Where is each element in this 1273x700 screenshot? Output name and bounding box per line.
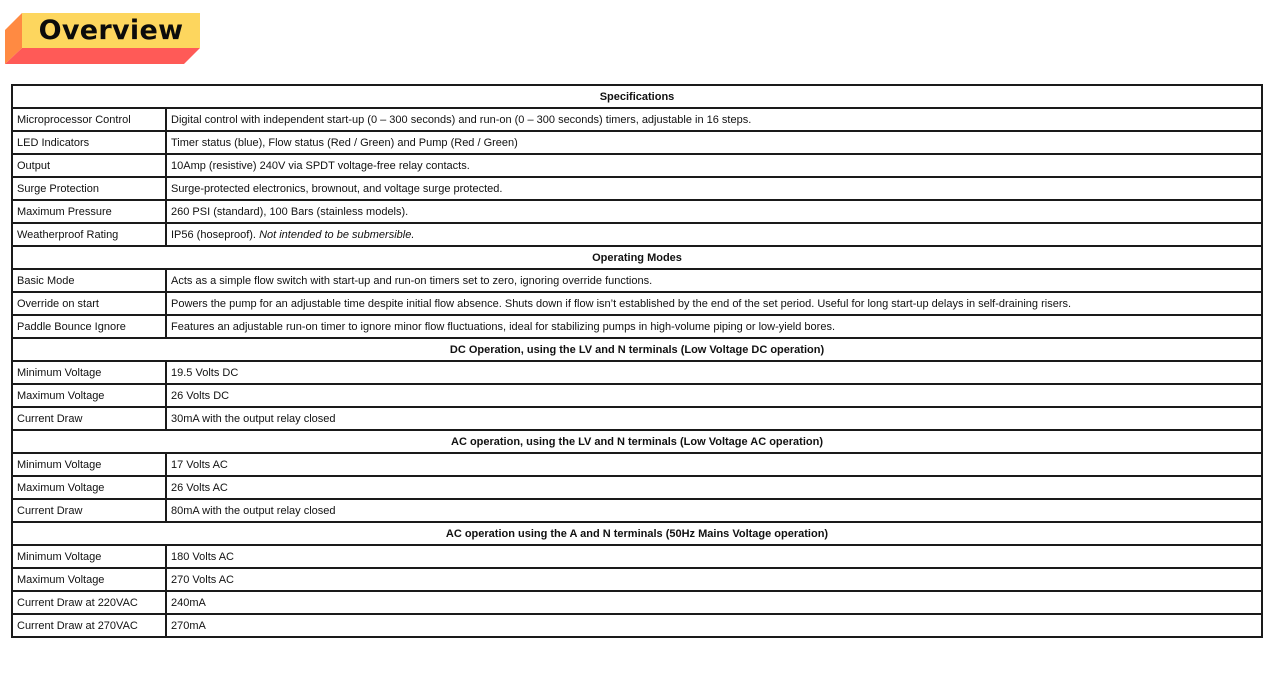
- row-value: [166, 614, 1262, 637]
- row-value: [166, 315, 1262, 338]
- row-value: [166, 384, 1262, 407]
- table-row: [12, 614, 1262, 637]
- row-label: Maximum Voltage: [12, 384, 166, 407]
- row-value-text: 26 Volts AC: [171, 481, 228, 494]
- row-value-text: IP56 (hoseproof).: [171, 228, 260, 241]
- row-label: Current Draw at 220VAC: [12, 591, 166, 614]
- specifications-table: [11, 84, 1263, 638]
- row-value-note: Not intended to be submersible.: [259, 228, 415, 241]
- section-heading: Operating Modes: [12, 246, 1262, 269]
- row-value-text: 19.5 Volts DC: [171, 366, 239, 379]
- table-row: [12, 108, 1262, 131]
- row-label: Minimum Voltage: [12, 453, 166, 476]
- table-row: [12, 545, 1262, 568]
- section-heading: Specifications: [12, 85, 1262, 108]
- row-value: [166, 269, 1262, 292]
- row-label: Surge Protection: [12, 177, 166, 200]
- table-row: [12, 315, 1262, 338]
- row-value-text: 270mA: [171, 619, 206, 632]
- row-value: [166, 154, 1262, 177]
- section-header-row: [12, 522, 1262, 545]
- row-value: [166, 108, 1262, 131]
- row-label: Maximum Voltage: [12, 568, 166, 591]
- table-row: [12, 407, 1262, 430]
- row-label: Minimum Voltage: [12, 361, 166, 384]
- table-row: [12, 591, 1262, 614]
- table-row: [12, 384, 1262, 407]
- row-value-text: 10Amp (resistive) 240V via SPDT voltage-free relay contacts.: [171, 159, 470, 172]
- section-header-row: [12, 430, 1262, 453]
- row-value-text: 240mA: [171, 596, 206, 609]
- row-label: Maximum Voltage: [12, 476, 166, 499]
- row-value: [166, 545, 1262, 568]
- section-heading: DC Operation, using the LV and N terminals (Low Voltage DC operation): [12, 338, 1262, 361]
- badge-bottom: [5, 48, 200, 64]
- row-label: Maximum Pressure: [12, 200, 166, 223]
- table-row: [12, 200, 1262, 223]
- table-row: [12, 269, 1262, 292]
- row-value: [166, 453, 1262, 476]
- row-value-text: 30mA with the output relay closed: [171, 412, 336, 425]
- row-value: [166, 131, 1262, 154]
- row-value-text: 80mA with the output relay closed: [171, 504, 336, 517]
- row-value-text: Timer status (blue), Flow status (Red / Green) and Pump (Red / Green): [171, 136, 518, 149]
- row-label: Current Draw: [12, 407, 166, 430]
- row-label: Current Draw: [12, 499, 166, 522]
- row-value-text: Acts as a simple flow switch with start-up and run-on timers set to zero, ignoring override functions.: [171, 274, 653, 287]
- row-value: [166, 292, 1262, 315]
- table-row: [12, 499, 1262, 522]
- row-value: [166, 568, 1262, 591]
- row-label: Output: [12, 154, 166, 177]
- row-value-text: 270 Volts AC: [171, 573, 234, 586]
- row-value-text: 17 Volts AC: [171, 458, 228, 471]
- table-row: [12, 361, 1262, 384]
- row-value: [166, 223, 1262, 246]
- row-label: LED Indicators: [12, 131, 166, 154]
- row-label: Microprocessor Control: [12, 108, 166, 131]
- section-header-row: [12, 338, 1262, 361]
- row-value-text: 26 Volts DC: [171, 389, 230, 402]
- row-value-text: Powers the pump for an adjustable time despite initial flow absence. Shuts down if flow isn’t established by the end of the set period. Useful for long start-up delays in self-draining risers.: [171, 297, 1072, 310]
- row-label: Basic Mode: [12, 269, 166, 292]
- row-label: Current Draw at 270VAC: [12, 614, 166, 637]
- table-row: [12, 131, 1262, 154]
- row-value-text: 180 Volts AC: [171, 550, 234, 563]
- page-title: Overview: [38, 15, 184, 46]
- row-value: [166, 591, 1262, 614]
- row-value: [166, 361, 1262, 384]
- table-row: [12, 154, 1262, 177]
- row-value: [166, 200, 1262, 223]
- row-label: Minimum Voltage: [12, 545, 166, 568]
- row-value: [166, 499, 1262, 522]
- table-row: [12, 476, 1262, 499]
- row-value-text: Digital control with independent start-up (0 – 300 seconds) and run-on (0 – 300 seconds) timers, adjustable in 16 steps.: [171, 113, 752, 126]
- row-label: Override on start: [12, 292, 166, 315]
- row-value-text: Features an adjustable run-on timer to ignore minor flow fluctuations, ideal for stabilizing pumps in high-volume piping or low-yield bores.: [171, 320, 836, 333]
- overview-badge: [0, 0, 210, 70]
- table-row: [12, 453, 1262, 476]
- row-value: [166, 476, 1262, 499]
- row-value-text: 260 PSI (standard), 100 Bars (stainless models).: [171, 205, 409, 218]
- row-value: [166, 177, 1262, 200]
- table-row: [12, 292, 1262, 315]
- section-header-row: [12, 85, 1262, 108]
- section-heading: AC operation, using the LV and N terminals (Low Voltage AC operation): [12, 430, 1262, 453]
- table-row: [12, 223, 1262, 246]
- row-value: [166, 407, 1262, 430]
- section-heading: AC operation using the A and N terminals (50Hz Mains Voltage operation): [12, 522, 1262, 545]
- table-row: [12, 568, 1262, 591]
- table-row: [12, 177, 1262, 200]
- row-label: Weatherproof Rating: [12, 223, 166, 246]
- row-value-text: Surge-protected electronics, brownout, and voltage surge protected.: [171, 182, 503, 195]
- section-header-row: [12, 246, 1262, 269]
- row-label: Paddle Bounce Ignore: [12, 315, 166, 338]
